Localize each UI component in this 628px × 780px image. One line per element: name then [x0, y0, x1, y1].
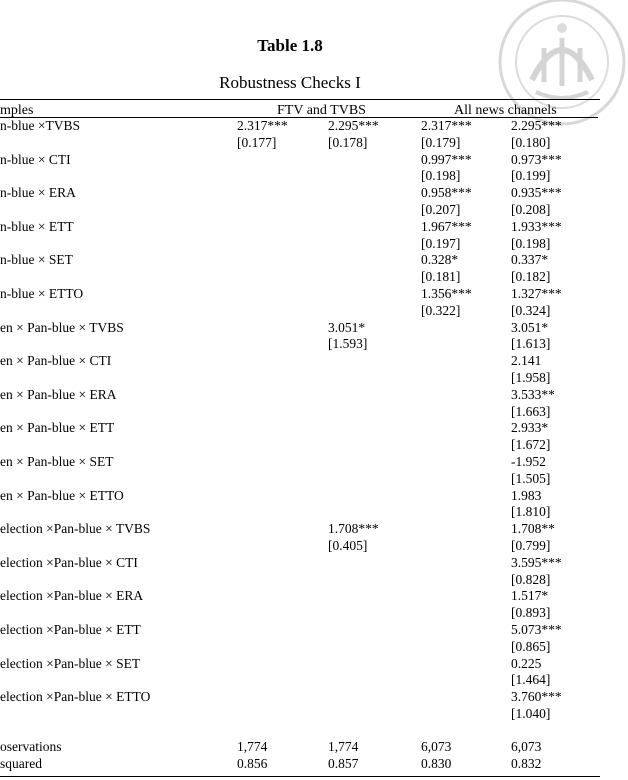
cell-col4: -1.952 [511, 453, 546, 469]
cell-col4: 0.935*** [511, 185, 562, 201]
cell-col4: 1.517* [511, 588, 549, 604]
table-subtitle: Robustness Checks I [219, 73, 361, 92]
row-label: en × Pan-blue × TVBS [0, 319, 124, 335]
cell-col2: 2.295*** [328, 118, 379, 133]
header-group-all-news: All news channels [454, 103, 557, 118]
table-row [0, 202, 620, 219]
top-rule [0, 99, 600, 100]
row-label: n-blue × CTI [0, 151, 71, 167]
cell-col4: 6,073 [511, 739, 542, 755]
cell-col3: [0.198] [421, 168, 461, 184]
row-label: en × Pan-blue × SET [0, 453, 114, 469]
cell-col4: [0.324] [511, 302, 551, 318]
table-row [0, 538, 620, 555]
cell-col4: 0.973*** [511, 151, 562, 167]
row-label: n-blue × ETTO [0, 285, 84, 301]
cell-col4: 3.760*** [511, 689, 562, 705]
row-label: election ×Pan-blue × ETTO [0, 689, 151, 705]
table-row [0, 639, 620, 656]
table-row [0, 152, 620, 169]
row-label: n-blue × ERA [0, 185, 76, 201]
cell-col2: [0.178] [328, 134, 368, 150]
table-row [0, 454, 620, 471]
table-row [0, 336, 620, 353]
table-row [0, 605, 620, 622]
table-row [0, 404, 620, 421]
cell-col3: 1.967*** [421, 218, 472, 234]
cell-col1: 0.856 [237, 756, 268, 772]
cell-col4: 0.337* [511, 252, 549, 268]
cell-col4: 5.073*** [511, 621, 562, 637]
row-label: n-blue × SET [0, 252, 73, 268]
table-row [0, 588, 620, 605]
table-row [0, 672, 620, 689]
results-table [0, 118, 620, 773]
cell-col3: [0.207] [421, 201, 461, 217]
cell-col3: 6,073 [421, 739, 452, 755]
cell-col2: 3.051* [328, 319, 366, 335]
table-row [0, 622, 620, 639]
cell-col4: [0.180] [511, 134, 551, 150]
cell-col4: [1.464] [511, 672, 551, 688]
cell-col3: [0.197] [421, 235, 461, 251]
table-row [0, 756, 620, 773]
table-row [0, 387, 620, 404]
table-row [0, 572, 620, 589]
table-row [0, 185, 620, 202]
cell-col4: [0.865] [511, 638, 551, 654]
cell-col4: 1.708** [511, 521, 555, 537]
cell-col2: [0.405] [328, 537, 368, 553]
row-label: en × Pan-blue × ERA [0, 386, 117, 402]
header-group-ftv-tvbs: FTV and TVBS [277, 103, 366, 118]
table-row [0, 437, 620, 454]
table-row [0, 488, 620, 505]
cell-col4: 0.832 [511, 756, 542, 772]
table-row [0, 135, 620, 152]
cell-col2: 1,774 [328, 739, 359, 755]
cell-col3: 0.328* [421, 252, 459, 268]
table-row [0, 521, 620, 538]
cell-col4: 0.225 [511, 655, 542, 671]
cell-col4: [1.505] [511, 470, 551, 486]
cell-col4: 1.327*** [511, 285, 562, 301]
cell-col4: [0.198] [511, 235, 551, 251]
cell-col1: [0.177] [237, 134, 277, 150]
cell-col4: [0.828] [511, 571, 551, 587]
cell-col4: [1.810] [511, 504, 551, 520]
cell-col4: [1.663] [511, 403, 551, 419]
row-label: election ×Pan-blue × TVBS [0, 521, 151, 537]
row-label: election ×Pan-blue × CTI [0, 554, 138, 570]
cell-col4: 1.933*** [511, 218, 562, 234]
table-row [0, 504, 620, 521]
cell-col1: 2.317*** [237, 118, 288, 133]
cell-col3: 2.317*** [421, 118, 472, 133]
cell-col4: [1.040] [511, 705, 551, 721]
table-row [0, 353, 620, 370]
table-row [0, 303, 620, 320]
row-label: election ×Pan-blue × SET [0, 655, 141, 671]
table-row [0, 555, 620, 572]
row-label: election ×Pan-blue × ETT [0, 621, 141, 637]
cell-col4: [0.893] [511, 605, 551, 621]
table-row [0, 723, 620, 740]
cell-col2: 0.857 [328, 756, 359, 772]
table-row [0, 252, 620, 269]
cell-col1: 1,774 [237, 739, 268, 755]
cell-col4: [0.208] [511, 201, 551, 217]
cell-col4: [1.613] [511, 336, 551, 352]
cell-col3: 0.997*** [421, 151, 472, 167]
cell-col4: 2.295*** [511, 118, 562, 133]
cell-col4: 2.141 [511, 353, 542, 369]
table-row [0, 168, 620, 185]
row-label: election ×Pan-blue × ERA [0, 588, 144, 604]
table-row [0, 219, 620, 236]
row-label: en × Pan-blue × ETTO [0, 487, 124, 503]
table-row [0, 471, 620, 488]
row-label: n-blue ×TVBS [0, 118, 80, 133]
cell-col4: [0.799] [511, 537, 551, 553]
bottom-rule [0, 776, 600, 777]
cell-col3: 0.958*** [421, 185, 472, 201]
table-row [0, 286, 620, 303]
table-row [0, 420, 620, 437]
table-row [0, 118, 620, 135]
header-samples-label: mples [0, 103, 34, 118]
table-row [0, 706, 620, 723]
cell-col3: 0.830 [421, 756, 452, 772]
row-label: en × Pan-blue × CTI [0, 353, 112, 369]
cell-col3: [0.181] [421, 269, 461, 285]
table-row [0, 656, 620, 673]
cell-col3: [0.322] [421, 302, 461, 318]
table-title: Table 1.8 [257, 36, 323, 55]
cell-col4: [0.182] [511, 269, 551, 285]
row-label: oservations [0, 739, 62, 755]
table-row [0, 236, 620, 253]
cell-col4: 1.983 [511, 487, 542, 503]
cell-col3: 1.356*** [421, 285, 472, 301]
cell-col4: 2.933* [511, 420, 549, 436]
row-label: n-blue × ETT [0, 218, 74, 234]
cell-col4: 3.051* [511, 319, 549, 335]
cell-col2: [1.593] [328, 336, 368, 352]
table-row [0, 689, 620, 706]
cell-col4: [0.199] [511, 168, 551, 184]
cell-col4: 3.533** [511, 386, 555, 402]
cell-col2: 1.708*** [328, 521, 379, 537]
table-row [0, 320, 620, 337]
row-label: squared [0, 756, 42, 772]
cell-col4: [1.958] [511, 369, 551, 385]
cell-col4: [1.672] [511, 437, 551, 453]
cell-col4: 3.595*** [511, 554, 562, 570]
cell-col3: [0.179] [421, 134, 461, 150]
table-row [0, 370, 620, 387]
row-label: en × Pan-blue × ETT [0, 420, 115, 436]
table-row [0, 269, 620, 286]
table-row [0, 739, 620, 756]
